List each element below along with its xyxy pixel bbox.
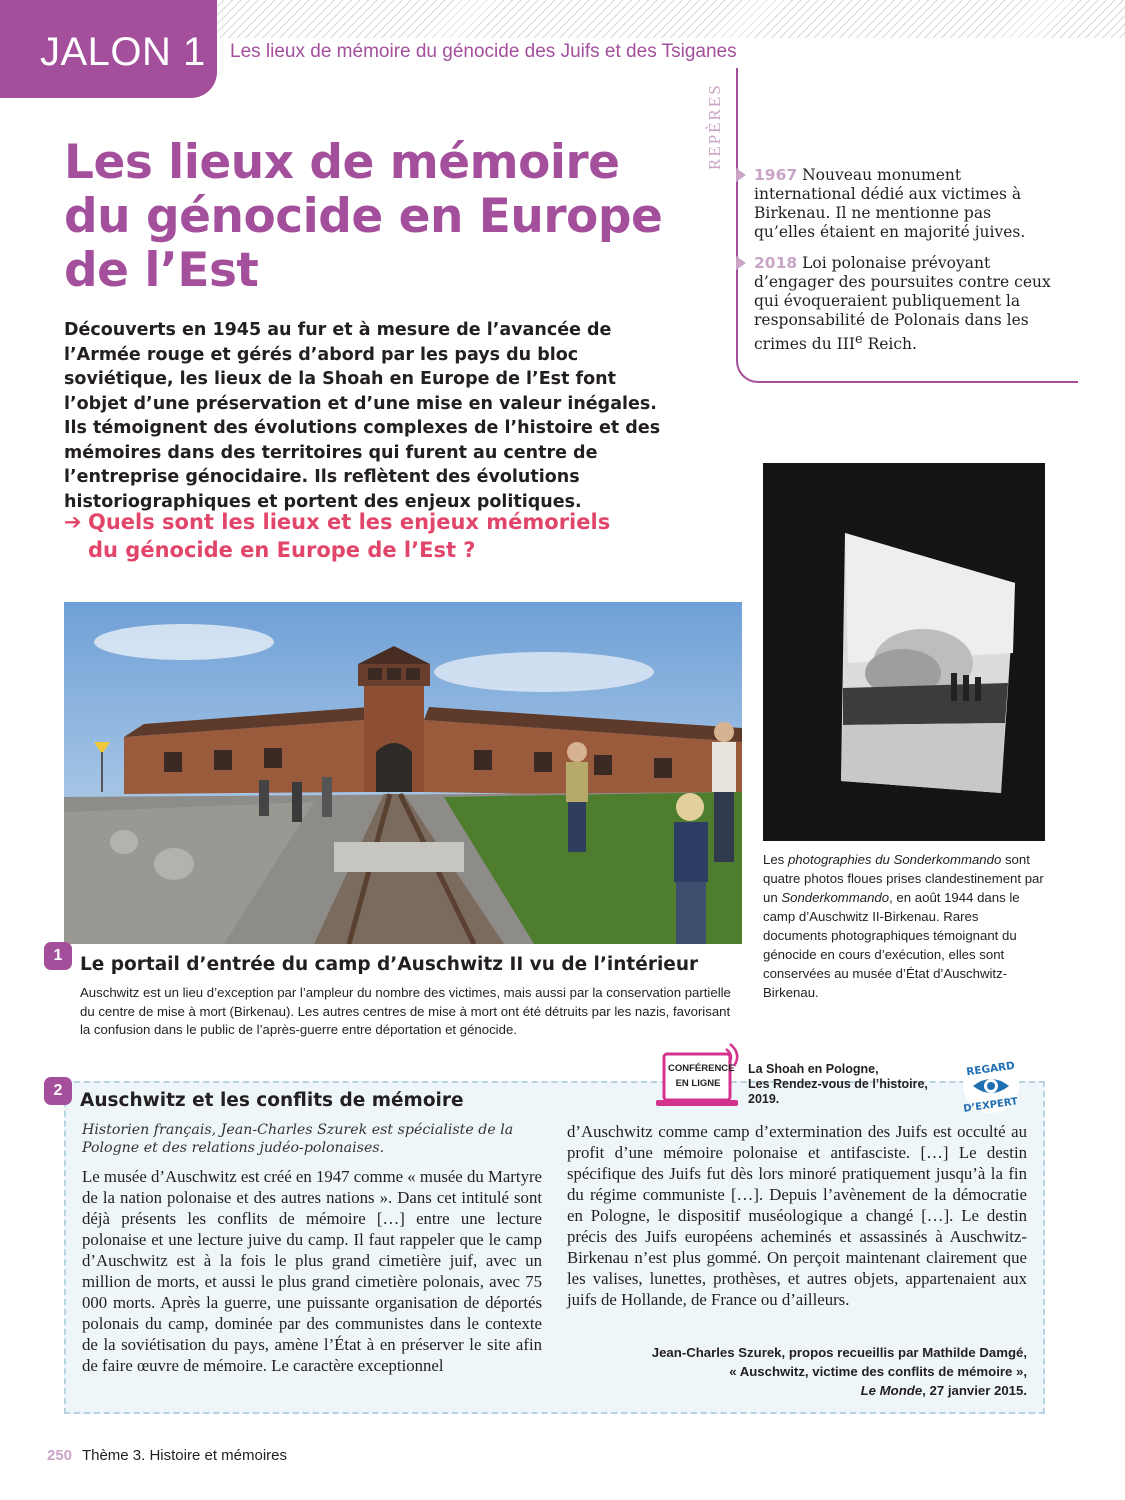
sonderkommando-photo [763,463,1045,841]
doc-number-badge: 1 [44,942,72,970]
doc2-column-right: d’Auschwitz comme camp d’extermination des Juifs est occulté au profit d’une mémoire polonaise et antifasciste. […] Le destin spécifique des Juifs fut dès lors minoré pratiquement jusqu’à la fin du régime communiste […]. Depuis l’avènement de la démocratie en Pologne, le dispositif muséologique a changé […]. Le destin précis des Juifs européens acheminés et assassinés à Auschwitz-Birkenau n’est plus gommé. On perçoit maintenant clairement que les valises, lunettes, prothèses, et autres objets, appartenaient aux juifs de Hollande, de France ou d’ailleurs. [567,1122,1027,1309]
conference-description[interactable] [748,1062,938,1107]
title-line-3: de l’Est [64,243,259,298]
conference-badge-line: EN LIGNE [675,1078,721,1089]
conference-badge-line: CONFÉRENCE [668,1063,735,1074]
source-line: « Auschwitz, victime des conflits de mémoire », [729,1364,1027,1379]
caption-part: sont quatre photos floues prises clandestinement par un [763,852,1044,905]
repere-sup: e [855,332,863,347]
doc2-column-left: Le musée d’Auschwitz est créé en 1947 comme « musée du Martyre de la nation polonaise et des autres nations ». Dans cet intitulé sont déjà présents les conflits de mémoire […] entre une lecture polonaise et une lecture juive du camp. Il faut rappeler que le camp d’Auschwitz est à la fois le plus grand cimetière juif, avec un million de morts, et aussi le plus grand cimetière polonais, avec 75 000 morts. Après la guerre, une puissante organisation de déportés polonais du camp, dominée par des communistes dans le contexte de la soviétisation du pays, amène l’État à en préserver le site afin de faire œuvre de mémoire. Le caractère exceptionnel [82,1167,542,1375]
intro-paragraph: Découverts en 1945 au fur et à mesure de l’avancée de l’Armée rouge et gérés d’abord par les pays du bloc soviétique, les lieux de la Shoah en Europe de l’Est font l’objet d’une préservation et d’une mise en valeur inégales. Ils témoignent des évolutions complexes de l’histoire et des mémoires dans des territoires qui furent au centre de l’entreprise génocidaire. Ils reflètent des évolutions historiographiques et portent des enjeux politiques. [64,320,661,512]
repere-year: 1967 [754,166,798,184]
repere-item-2018 [754,254,1054,354]
regard-line-2: D’EXPERT [962,1096,1019,1114]
doc2-intro: Historien français, Jean-Charles Szurek est spécialiste de la Pologne et des relations judéo-polonaises. [82,1122,514,1156]
problematic-question [64,508,624,564]
page-number: 250 [47,1447,73,1464]
conference-desc-line: 2019. [748,1092,780,1106]
doc-number-badge: 2 [44,1077,72,1105]
source-date: , 27 janvier 2015. [922,1383,1027,1398]
caption-part: , en août 1944 dans le camp d’Auschwitz II-Birkenau. Rares documents photographiques témoignant du génocide en cours d’exécution, elles sont conservées au musée d’État d’Auschwitz-Birkenau. [763,890,1020,1000]
header-hatch [215,0,1125,38]
repere-text-end: Reich. [862,335,917,354]
arrow-right-icon: ➔ [64,510,82,534]
caption-italic: photographies du Sonderkommando [787,852,1002,867]
repere-item-1967 [754,166,1054,242]
repere-text: Loi polonaise prévoyant d’engager des poursuites contre ceux qui évoqueraient publiquement la responsabilité de Polonais dans les crimes du III [754,254,1051,354]
caption-part: Les [763,852,788,867]
conference-badge [668,1061,735,1091]
regard-expert-badge [955,1056,1027,1114]
conference-desc-line: La Shoah en Pologne, [748,1062,879,1076]
source-journal: Le Monde [860,1383,923,1398]
conference-desc-line: Les Rendez-vous de l’histoire, [748,1077,928,1091]
chapter-subtitle: Les lieux de mémoire du génocide des Juifs et des Tsiganes [230,41,737,62]
reperes-label: REPÈRES [705,83,724,170]
title-line-1: Les lieux de mémoire [64,135,620,190]
regard-line-1: REGARD [965,1059,1016,1079]
sonderkommando-caption [763,850,1045,1002]
repere-text: Nouveau monument international dédié aux victimes à Birkenau. Il ne mentionne pas qu’elles étaient en majorité juives. [754,166,1026,241]
page-footer [47,1447,287,1464]
footer-theme: Thème 3. Histoire et mémoires [81,1447,288,1464]
triangle-marker-icon [736,168,746,182]
doc2-source [567,1343,1027,1400]
doc1-title: Le portail d’entrée du camp d’Auschwitz II vu de l’intérieur [80,954,699,975]
doc2-title: Auschwitz et les conflits de mémoire [80,1090,464,1111]
triangle-marker-icon [736,256,746,270]
source-line: Jean-Charles Szurek, propos recueillis par Mathilde Damgé, [651,1345,1027,1360]
page-title [64,136,704,298]
repere-year: 2018 [754,254,798,272]
auschwitz-gate-photo [64,602,742,944]
title-line-2: du génocide en Europe [64,189,663,244]
question-text: Quels sont les lieux et les enjeux mémoriels du génocide en Europe de l’Est ? [88,510,611,562]
jalon-label: JALON 1 [40,30,206,74]
doc1-text: Auschwitz est un lieu d’exception par l’ampleur du nombre des victimes, mais aussi par la conservation partielle du centre de mise à mort (Birkenau). Les autres centres de mise à mort ont été détruits par les nazis, favorisant la confusion dans le public de l’après-guerre entre déportation et génocide. [80,985,731,1037]
caption-italic: Sonderkommando [781,890,890,905]
